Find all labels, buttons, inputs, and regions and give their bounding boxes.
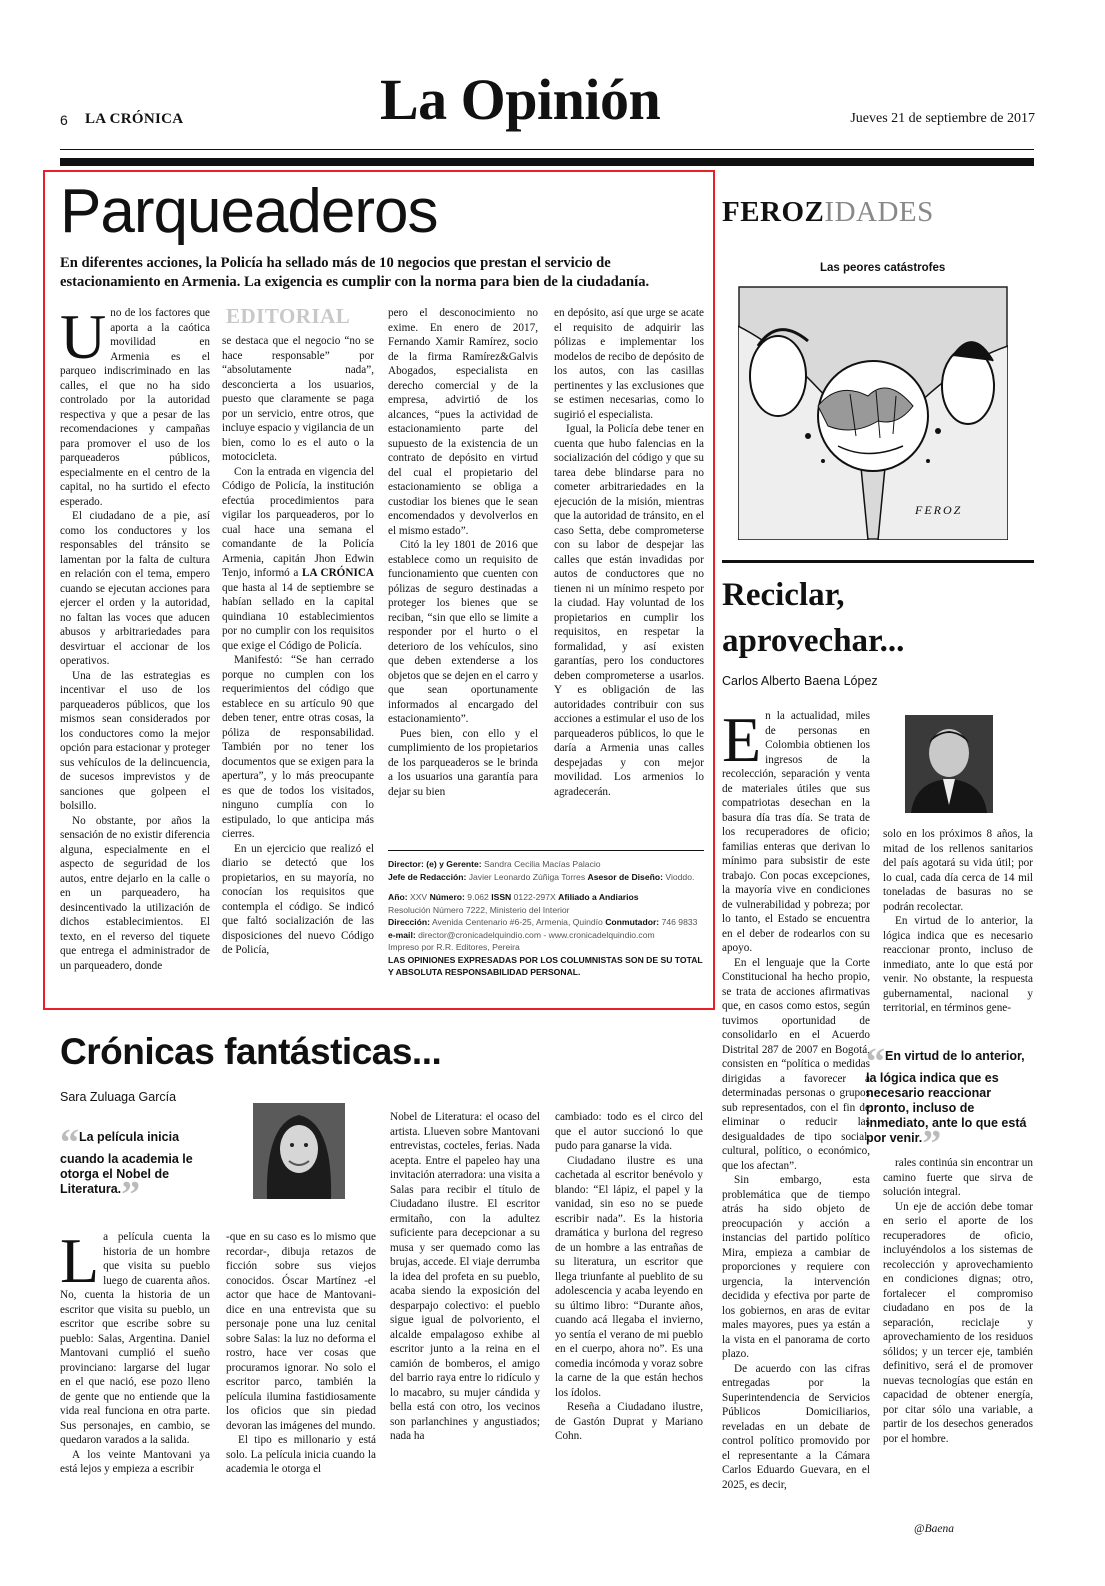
cartoon-signature: FEROZ — [915, 503, 963, 517]
section-title: La Opinión — [380, 67, 661, 132]
editorial-dropcap: U — [60, 301, 107, 372]
paper-name: LA CRÓNICA — [85, 111, 184, 127]
masthead-rule-thin — [60, 149, 1034, 150]
cronicas-paragraph: A los veinte Mantovani ya está lejos y empieza a escribir — [60, 1448, 210, 1475]
reciclar-dropcap: E — [722, 704, 762, 775]
editorial-label: EDITORIAL — [226, 304, 351, 328]
author-photo-zuluaga — [253, 1103, 345, 1199]
cronicas-column-3 — [390, 1110, 540, 1444]
editorial-paragraph: en depósito, así que urge se acate el requisito de adquirir las pólizas e implementar los modelos de recibo de depósito de los autos, con las casillas pertinentes y las exclusiones que se estimen necesarias, como lo sugirió el especialista. — [554, 307, 704, 421]
reciclar-rule — [722, 560, 1034, 563]
editorial-paragraph: En un ejercicio que realizó el diario se detectó que los propietarios, en su mayoría, no conocían los requisitos que contempla el código. Se indicó que faltó socialización de las disposiciones del nuevo Código de Policía, — [222, 842, 374, 956]
ferozidades-title: FEROZIDADES — [722, 196, 934, 228]
editorial-paragraph: El ciudadano de a pie, así como los conductores y los responsables del tránsito se lamentan por la falta de cultura en relación con el tema, empero cuando se ejecutan acciones para ejercer el orden y la autoridad, no faltan las voces que aducen abusos y arbitrariedades para desvirtuar el accionar de los operativos. — [60, 510, 210, 667]
reciclar-column-2b — [883, 1156, 1033, 1446]
editorial-headline: Parqueaderos — [60, 177, 438, 246]
editorial-column-3 — [388, 306, 538, 799]
editorial-paragraph: Manifestó: “Se han cerrado porque no cumplen con los requerimientos del código que establece en su artículo 90 que deben tener, entre otras cosas, la póliza de responsabilidad. También por no tener los documentos que se exigen para la apertura”, y lo más preocupante es que de todos los visitados, ninguno cumplía con lo estipulado, lo que anticipa más cierres. — [222, 654, 374, 840]
cronicas-column-4 — [555, 1110, 703, 1444]
staff-box: Director: (e) y Gerente: Sandra Cecilia Macías Palacio Jefe de Redacción: Javier Leonardo Zúñiga Torres Asesor de Diseño: Vioddo. Año: XXV Número: 9.062 ISSN 0122-297X Afiliado a Andiarios Resolución Número 7222, Ministerio del Interior Dirección: Avenida Centenario #6-25, Armenia, Quindío Conmutador: 746 9833 e-mail: director@cronicadelquindio.com - www.cronicadelquindio.com Impreso por R.R. Editores, Pereira LAS OPINIONES EXPRESADAS POR LOS COLUMNISTAS SON DE SU TOTAL Y ABSOLUTA RESPONSABILIDAD PERSONAL. — [388, 858, 708, 979]
disclaimer: LAS OPINIONES EXPRESADAS POR LOS COLUMNISTAS SON DE SU TOTAL Y ABSOLUTA RESPONSABILIDAD PERSONAL. — [388, 954, 703, 977]
editorial-column-1 — [60, 301, 210, 973]
staff-box-rule — [388, 850, 704, 851]
editorial-paragraph: No obstante, por años la sensación de no existir diferencia alguna, especialmente en el aspecto de seguridad de los autos, entre dejarlo en la calle o en un parqueadero, ha desincentivado la utilización de dichos establecimientos. El texto, en el reverso del tiquete que entrega el administrador de un parqueadero, donde — [60, 814, 210, 972]
editorial-paragraph: Pues bien, con ello y el cumplimiento de los propietarios de los parqueaderos se le brinda a los usuarios una garantía para dejar su bien — [388, 727, 538, 798]
cronicas-paragraph: Ciudadano ilustre es una cachetada al escritor benévolo y blando: “El lápiz, el papel y la vanidad, sin eso no se puede escribir nada”. Es la historia dramática y burlona del regreso de un hombre a las entrañas de su literatura, un escritor que llega triunfante al pueblito de su adolescencia y acaba leyendo en su último libro: “Durante años, cuando acá llegaba el invierno, yo sentía el verano de mi pueblo en el cuerpo, ahora no”. Es una comedia incómoda y voraz sobre la carne de la que están hechos los ídolos. — [555, 1154, 703, 1399]
cronicas-paragraph: -que en su caso es lo mismo que recordar-, dibuja retazos de ficción sobre sus viejos conocidos. Óscar Martínez -el actor que hace de Mantovani- dice en una entrevista que su personaje pone una luz cenital sobre Salas: la luz no deforma el rostro, hace ver cosas que procuramos ignorar. No solo el escritor parco, también la película ilumina fastidiosamente los oficios que sin piedad devoran las imágenes del mundo. — [226, 1231, 376, 1432]
cronicas-paragraph: Reseña a Ciudadano ilustre, de Gastón Duprat y Mariano Cohn. — [555, 1401, 703, 1442]
reciclar-pull-quote: “En virtud de lo anterior, la lógica indica que es necesario reaccionar pronto, incluso de inmediato, ante lo que está por venir.” — [866, 1041, 1027, 1165]
cronicas-paragraph: a película cuenta la historia de un hombre que visita su pueblo luego de cuarenta años. No, cuenta la historia de un escritor que visita su pueblo, un escritor que escribe sobre su pueblo: Salas, Argentina. Daniel Mantovani cumplió el sueño provinciano: largarse del lugar en el que nació, ese pozo lleno de gente que no entiende que la vida real funciona en otra parte. Sus personajes, en cambio, se quedaron varados a la salida. — [60, 1231, 210, 1446]
editorial-paragraph: Citó la ley 1801 de 2016 que establece como un requisito de funcionamiento que cuenten con pólizas de seguro destinadas a proteger los bienes que se reciban, “sin que ello se limite a responder por el hurto o el deterioro de los vehículos, sino que deben extenderse a los objetos que se dejen en el carro y que sean oportunamente informados al encargado del estacionamiento”. — [388, 539, 538, 725]
editorial-column-4 — [554, 306, 704, 799]
page-number: 6 — [60, 112, 68, 128]
editorial-column-2 — [222, 334, 374, 958]
editorial-paragraph: Una de las estrategias es incentivar el uso de los parqueaderos públicos, que los mismos sean considerados por los conductores como la mejor opción para estacionar y proteger sus vehículos de la delincuencia, de sucesos imprevistos y de sanciones que golpeen el bolsillo. — [60, 669, 210, 812]
cronicas-paragraph: El tipo es millonario y está solo. La película inicia cuando la academia le otorga el — [226, 1434, 376, 1475]
issue-date: Jueves 21 de septiembre de 2017 — [850, 111, 1035, 126]
masthead-rule-thick — [60, 158, 1034, 166]
reciclar-paragraph: Un eje de acción debe tomar en serio el aporte de los recuperadores de oficio, incluyéndolos a los sistemas de recolección y aprovechamiento en condiciones dignas; otro, fortalecer el compromiso ciudadano en pos de la separación, reciclaje y aprovechamiento de los residuos sólidos; y un tercer eje, también definitivo, será el de promover nuevas tecnologías que están en capacidad de obtener energía, por citar sólo una variable, a partir de los desechos generados por el hombre. — [883, 1200, 1033, 1445]
reciclar-paragraph: En virtud de lo anterior, la lógica indica que es necesario reaccionar pronto, incluso de inmediato, ante lo que está por venir. No obstante, la respuesta gubernamental, nacional y territorial, en términos gene- — [883, 915, 1033, 1014]
reciclar-paragraph: En el lenguaje que la Corte Constitucional ha hecho propio, se trata de acciones afirmativas que, en casos como estos, según tuvimos oportunidad de consolidarlo en el Acuerdo Distrital 287 de 2007 en Bogotá, consisten en “política o medidas dirigidas a favorecer a determinadas personas o grupos sub representados, con el fin de eliminar o reducir las desigualdades de tipo social, cultural, político, o económico, que los afectan”. — [722, 956, 870, 1172]
reciclar-paragraph: solo en los próximos 8 años, la mitad de los rellenos sanitarios del país agotará su vida útil; por lo cual, cada día cerca de 14 mil toneladas de basuras no se podrán recolectar. — [883, 828, 1033, 913]
reciclar-headline: Reciclar, aprovechar... — [722, 577, 905, 659]
cronicas-dropcap: L — [60, 1225, 100, 1296]
reciclar-column-1 — [722, 704, 870, 1492]
editorial-paragraph: Con la entrada en vigencia del Código de Policía, la institución efectúa procedimientos para vigilar los parqueaderos, por lo cual hace una semana el comandante de la Policía Armenia, capitán Jhon Edwin Tenjo, informó a LA CRÓNICA que hasta al 14 de septiembre se habían sellado en la capital quindiana 10 establecimientos por no cumplir con los requisitos que exige el Código de Policía. — [222, 465, 374, 652]
paper-name-inline: LA CRÓNICA — [301, 567, 374, 579]
editorial-paragraph: se destaca que el negocio “no se hace responsable” por “absolutamente nada”, desconcierta a los usuarios, puesto que claramente se paga por un servicio, entre otros, que incluye espacio y vigilancia de un bien, como lo es el auto o la motocicleta. — [222, 335, 374, 463]
reciclar-paragraph: n la actualidad, miles de personas en Colombia obtienen los ingresos de la recolección, separación y venta de materiales útiles que sus compatriotas desechan en la basura día tras día. Se trata de los recuperadores de oficio; familias enteras que derivan lo mínimo para subsistir de este trabajo. Con pocas excepciones, la mayoría vive en condiciones de vulnerabilidad y pobreza; por lo tanto, el Estado se encuentra en el deber de rodearlos con su apoyo. — [722, 710, 870, 954]
reciclar-paragraph: rales continúa sin encontrar un camino fuerte que sirva de solución integral. — [883, 1157, 1033, 1198]
editorial-deck: En diferentes acciones, la Policía ha sellado más de 10 negocios que prestan el servicio de estacionamiento en Armenia. La exigencia es cumplir con la norma para bien de la ciudadanía. — [60, 255, 650, 290]
editorial-paragraph: Igual, la Policía debe tener en cuenta que hubo falencias en la socialización del código y que su tarea debe blindarse para no cometer arbitrariedades en la ejecución de la misión, mientras que la autoridad de tránsito, en el caso Setta, debe comprometerse con su labor de despejar las calles que están invadidas por autos de conductores que no tienen ni un mínimo respeto por la ciudad. Hay voluntad de los propietarios en cumplir los requisitos, en respetar la formalidad, y así existen garantías, pero los conductores deben comprometerse a usarlos. Y es obligación de las autoridades contribuir con sus acciones a estimular el uso de los parqueaderos públicos, lo que le daría a Armenia unas calles despejadas y con mejor movilidad. Los armenios lo agradecerán. — [554, 423, 704, 798]
author-photo-baena — [905, 715, 993, 813]
cartoon-image — [738, 286, 1008, 540]
cronicas-headline: Crónicas fantásticas... — [60, 1031, 442, 1072]
cronicas-paragraph: cambiado: todo es el circo del que el autor succionó lo que pudo para ganarse la vida. — [555, 1111, 703, 1152]
cronicas-pull-quote: “La película inicia cuando la academia le otorga el Nobel de Literatura.” — [60, 1122, 193, 1216]
cronicas-author: Sara Zuluaga García — [60, 1090, 177, 1104]
cronicas-column-2 — [226, 1230, 376, 1477]
cronicas-paragraph: Nobel de Literatura: el ocaso del artista. Llueven sobre Mantovani entrevistas, cocteles, ferias. Nada acepta. Entre el papeleo hay una invitación aterradora: una visita a Salas para recibir el título de Ciudadano ilustre. El escritor ermitaño, con la adultez suficiente para decepcionar a su musa y ser quemado como las brujas, accede. El viaje derrumba la idea del profeta en su pueblo, acaba siendo la exposición del desparpajo colectivo: el pueblo sigue igual de polvoriento, el alcalde empalagoso exhibe al escritor junto a la reina en el camión de bomberos, el amigo del barrio raya entre lo ridículo y lo macabro, su mujer cándida y bella está con otro, los vecinos son parlanchines y angustiados; nada ha — [390, 1111, 540, 1442]
reciclar-paragraph: Sin embargo, esta problemática que de tiempo atrás ha sido objeto de preocupación y acción a instancias del partido político Mira, empieza a cambiar de proporciones y requiere con urgencia, la intervención decidida y efectiva por parte de los gobiernos, en aras de evitar males mayores, pues ya están a la vista en el panorama de corto plazo. — [722, 1174, 870, 1360]
cronicas-column-1 — [60, 1225, 210, 1477]
editorial-paragraph: no de los factores que aporta a la caótica movilidad en Armenia es el parqueo indiscriminado en las calles, el que no ha sido controlado por la autoridad respectiva y que a pesar de las recomendaciones y campañas para promover el uso de los parqueaderos públicos, especialmente en el centro de la capital, no ha surtido el efecto esperado. — [60, 307, 210, 508]
reciclar-paragraph: De acuerdo con las cifras entregadas por la Superintendencia de Servicios Públicos Domiciliarios, reveladas en un debate de control político promovido por el representante a la Cámara Carlos Eduardo Guevara, en el 2025, es decir, — [722, 1362, 870, 1491]
cartoon-caption: Las peores catástrofes — [820, 262, 946, 274]
reciclar-column-2 — [883, 827, 1033, 1016]
twitter-handle: @Baena — [914, 1523, 954, 1535]
reciclar-author: Carlos Alberto Baena López — [722, 674, 878, 688]
editorial-paragraph: pero el desconocimiento no exime. En enero de 2017, Fernando Xamir Ramírez, socio de la firma Ramírez&Galvis Abogados, especialista en derecho comercial y de la empresa, advirtió de los alcances, “pues la actividad de estacionamiento parte del supuesto de la existencia de un contrato de depósito en virtud del cual el propietario del estacionamiento se obliga a custodiar los bienes que le sean encomendados y devolverlos en el mismo estado”. — [388, 307, 538, 537]
